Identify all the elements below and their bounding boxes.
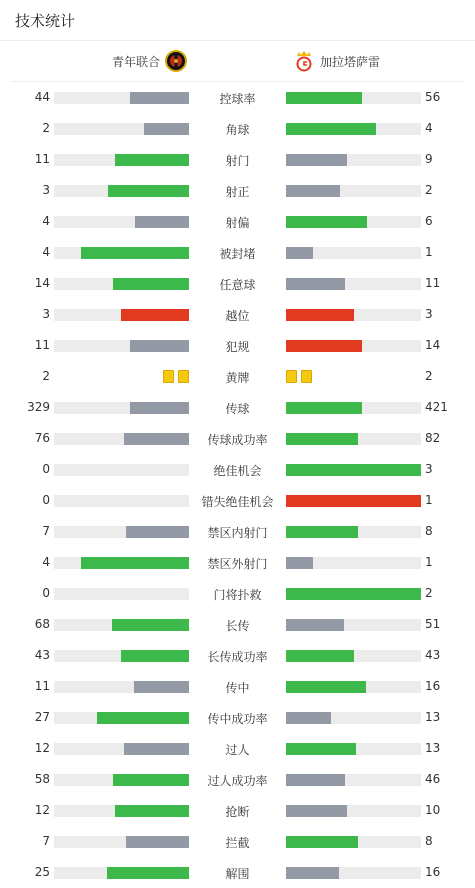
away-stat-bar-track <box>286 588 421 600</box>
stat-label: 控球率 <box>219 92 256 106</box>
home-stat-bar <box>124 743 189 755</box>
away-stat-bar-track <box>286 774 421 786</box>
home-stat-value: 12 <box>34 803 50 817</box>
home-stat-bar <box>113 278 189 290</box>
away-stat-value: 14 <box>425 338 441 352</box>
away-stat-bar-track <box>286 836 421 848</box>
away-stat-bar-track <box>286 557 421 569</box>
home-stat-value: 44 <box>34 90 50 104</box>
stat-row <box>0 485 475 516</box>
away-stat-value: 2 <box>425 369 433 383</box>
home-stat-bar <box>124 433 189 445</box>
away-stat-bar <box>286 681 366 693</box>
home-stat-bar-track <box>54 650 189 662</box>
away-stat-bar <box>286 123 376 135</box>
home-stat-bar-track <box>54 216 189 228</box>
away-stat-bar <box>286 402 362 414</box>
home-stat-value: 76 <box>34 431 50 445</box>
away-stat-bar <box>286 464 421 476</box>
home-stat-bar <box>130 402 189 414</box>
away-stat-bar-track <box>286 805 421 817</box>
home-stat-bar <box>108 185 189 197</box>
away-stat-bar-track <box>286 433 421 445</box>
home-stat-bar-track <box>54 867 189 879</box>
stat-row <box>0 206 475 237</box>
away-stat-value: 2 <box>425 183 433 197</box>
away-stat-bar-track <box>286 402 421 414</box>
home-stat-bar <box>144 123 189 135</box>
away-stat-bar <box>286 712 331 724</box>
stat-label: 被封堵 <box>219 247 256 261</box>
home-stat-bar <box>126 836 189 848</box>
stat-label: 门将扑救 <box>213 588 262 602</box>
stat-row <box>0 826 475 857</box>
away-stat-bar-track <box>286 464 421 476</box>
stat-row <box>0 609 475 640</box>
away-stat-bar <box>286 247 313 259</box>
stat-label: 拦截 <box>225 836 250 850</box>
yellow-card-icon <box>301 370 312 383</box>
stat-label: 错失绝佳机会 <box>201 495 274 509</box>
away-stat-bar <box>286 495 421 507</box>
away-stat-value: 6 <box>425 214 433 228</box>
home-stat-bar-track <box>54 495 189 507</box>
home-stat-bar-track <box>54 154 189 166</box>
away-stat-bar-track <box>286 247 421 259</box>
stat-row <box>0 175 475 206</box>
stat-row <box>0 361 475 392</box>
stat-row <box>0 795 475 826</box>
home-stat-bar-track <box>54 433 189 445</box>
home-stat-bar-track <box>54 309 189 321</box>
away-stat-bar-track <box>286 495 421 507</box>
away-stat-bar <box>286 867 339 879</box>
home-stat-value: 7 <box>42 834 50 848</box>
away-stat-bar-track <box>286 743 421 755</box>
home-stat-bar <box>97 712 189 724</box>
away-yellow-cards <box>286 370 312 383</box>
away-stat-bar-track <box>286 278 421 290</box>
home-stat-bar-track <box>54 805 189 817</box>
stat-label: 传中成功率 <box>207 712 268 726</box>
away-stat-bar <box>286 340 362 352</box>
away-team[interactable] <box>292 41 380 81</box>
stat-label: 过人 <box>225 743 250 757</box>
home-stat-value: 0 <box>42 493 50 507</box>
home-stat-bar-track <box>54 774 189 786</box>
away-stat-value: 13 <box>425 741 441 755</box>
stat-label: 任意球 <box>219 278 256 292</box>
home-stat-bar <box>130 340 189 352</box>
away-stat-bar-track <box>286 681 421 693</box>
away-stat-value: 1 <box>425 493 433 507</box>
stats-list <box>0 82 475 888</box>
home-stat-bar <box>115 154 189 166</box>
away-team-logo-icon <box>292 49 316 73</box>
home-stat-value: 11 <box>34 152 50 166</box>
section-title <box>0 0 475 41</box>
stat-label: 传球成功率 <box>207 433 268 447</box>
home-team-name: 青年联合 <box>111 54 160 69</box>
away-stat-bar <box>286 650 354 662</box>
away-stat-value: 1 <box>425 245 433 259</box>
home-stat-value: 0 <box>42 462 50 476</box>
home-stat-value: 3 <box>42 183 50 197</box>
away-stat-bar <box>286 154 347 166</box>
away-stat-value: 421 <box>425 400 448 414</box>
stat-row <box>0 671 475 702</box>
stat-row <box>0 857 475 888</box>
away-stat-bar-track <box>286 619 421 631</box>
stat-row <box>0 237 475 268</box>
page-title: 技术统计 <box>15 11 76 30</box>
away-stat-bar <box>286 805 347 817</box>
home-stat-bar <box>121 309 189 321</box>
stat-label: 抢断 <box>225 805 250 819</box>
away-stat-bar <box>286 557 313 569</box>
home-stat-value: 4 <box>42 214 50 228</box>
home-stat-bar-track <box>54 247 189 259</box>
away-stat-value: 16 <box>425 865 441 879</box>
stat-label: 解围 <box>225 867 250 881</box>
stat-label: 传球 <box>225 402 250 416</box>
home-stat-value: 2 <box>42 369 50 383</box>
away-stat-value: 3 <box>425 462 433 476</box>
stat-label: 长传 <box>225 619 250 633</box>
stat-row <box>0 144 475 175</box>
away-stat-bar-track <box>286 216 421 228</box>
stat-label: 犯规 <box>225 340 250 354</box>
stat-row <box>0 82 475 113</box>
home-stat-value: 3 <box>42 307 50 321</box>
home-stat-value: 2 <box>42 121 50 135</box>
away-stat-bar <box>286 185 340 197</box>
home-stat-bar-track <box>54 340 189 352</box>
home-stat-bar-track <box>54 712 189 724</box>
stat-row <box>0 640 475 671</box>
stat-row <box>0 547 475 578</box>
home-stat-value: 58 <box>34 772 50 786</box>
away-stat-bar-track <box>286 92 421 104</box>
stat-label: 角球 <box>225 123 250 137</box>
stat-row <box>0 268 475 299</box>
away-stat-bar <box>286 309 354 321</box>
away-stat-value: 13 <box>425 710 441 724</box>
home-stat-bar <box>81 557 189 569</box>
home-stat-value: 11 <box>34 679 50 693</box>
home-stat-bar <box>113 774 189 786</box>
home-stat-bar-track <box>54 464 189 476</box>
home-stat-bar-track <box>54 557 189 569</box>
away-stat-bar-track <box>286 185 421 197</box>
away-stat-value: 1 <box>425 555 433 569</box>
stat-label: 射门 <box>225 154 250 168</box>
away-stat-value: 16 <box>425 679 441 693</box>
away-team-name: 加拉塔萨雷 <box>320 54 381 69</box>
away-stat-bar <box>286 526 358 538</box>
home-stat-bar-track <box>54 92 189 104</box>
away-stat-value: 56 <box>425 90 441 104</box>
away-stat-bar-track <box>286 309 421 321</box>
away-stat-bar-track <box>286 712 421 724</box>
stat-row <box>0 764 475 795</box>
stat-label: 禁区外射门 <box>207 557 268 571</box>
away-stat-value: 43 <box>425 648 441 662</box>
yellow-card-icon <box>286 370 297 383</box>
home-stat-bar-track <box>54 619 189 631</box>
away-stat-bar <box>286 743 356 755</box>
home-stat-value: 27 <box>34 710 50 724</box>
away-stat-bar <box>286 619 344 631</box>
stat-row <box>0 330 475 361</box>
home-stat-value: 14 <box>34 276 50 290</box>
away-stat-value: 3 <box>425 307 433 321</box>
home-stat-bar <box>130 92 189 104</box>
away-stat-bar-track <box>286 154 421 166</box>
away-stat-value: 10 <box>425 803 441 817</box>
home-stat-value: 11 <box>34 338 50 352</box>
home-stat-bar <box>112 619 189 631</box>
home-stat-bar <box>135 216 189 228</box>
home-stat-bar-track <box>54 681 189 693</box>
stat-label: 传中 <box>225 681 250 695</box>
home-stat-value: 12 <box>34 741 50 755</box>
home-stat-bar-track <box>54 743 189 755</box>
yellow-card-icon <box>178 370 189 383</box>
team-header <box>10 41 465 82</box>
stat-label: 越位 <box>225 309 250 323</box>
home-stat-bar-track <box>54 588 189 600</box>
home-stat-bar <box>107 867 189 879</box>
stat-row <box>0 454 475 485</box>
home-stat-bar-track <box>54 185 189 197</box>
home-stat-bar-track <box>54 836 189 848</box>
home-stat-value: 4 <box>42 245 50 259</box>
home-stat-bar <box>81 247 189 259</box>
home-stat-bar <box>115 805 189 817</box>
away-stat-bar <box>286 278 345 290</box>
home-stat-value: 329 <box>27 400 50 414</box>
stat-row <box>0 392 475 423</box>
away-stat-bar <box>286 433 358 445</box>
away-stat-bar-track <box>286 340 421 352</box>
home-stat-value: 4 <box>42 555 50 569</box>
stat-label: 禁区内射门 <box>207 526 268 540</box>
away-stat-value: 2 <box>425 586 433 600</box>
stat-label: 过人成功率 <box>207 774 268 788</box>
stat-row <box>0 516 475 547</box>
home-stat-bar <box>134 681 189 693</box>
away-stat-value: 4 <box>425 121 433 135</box>
away-stat-value: 11 <box>425 276 441 290</box>
yellow-card-icon <box>163 370 174 383</box>
home-stat-value: 0 <box>42 586 50 600</box>
stat-label: 绝佳机会 <box>213 464 262 478</box>
away-stat-bar <box>286 216 367 228</box>
away-stat-bar <box>286 774 345 786</box>
away-stat-value: 51 <box>425 617 441 631</box>
stat-row <box>0 733 475 764</box>
home-team[interactable] <box>112 41 188 81</box>
stat-label: 射正 <box>225 185 250 199</box>
away-stat-bar-track <box>286 650 421 662</box>
home-stat-bar-track <box>54 278 189 290</box>
away-stat-bar <box>286 92 362 104</box>
away-stat-value: 82 <box>425 431 441 445</box>
away-stat-value: 46 <box>425 772 441 786</box>
stat-row <box>0 423 475 454</box>
away-stat-bar <box>286 588 421 600</box>
away-stat-value: 9 <box>425 152 433 166</box>
home-stat-bar <box>121 650 189 662</box>
stat-row <box>0 113 475 144</box>
away-stat-bar <box>286 836 358 848</box>
home-stat-bar <box>126 526 189 538</box>
stat-label: 射偏 <box>225 216 250 230</box>
stat-row <box>0 702 475 733</box>
home-stat-value: 7 <box>42 524 50 538</box>
stat-row <box>0 578 475 609</box>
stat-label: 黄牌 <box>225 371 250 385</box>
home-stat-bar-track <box>54 123 189 135</box>
home-stat-value: 43 <box>34 648 50 662</box>
home-stat-bar-track <box>54 526 189 538</box>
away-stat-bar-track <box>286 123 421 135</box>
away-stat-bar-track <box>286 526 421 538</box>
stat-label: 长传成功率 <box>207 650 268 664</box>
home-yellow-cards <box>163 370 189 383</box>
home-team-logo-icon <box>164 49 188 73</box>
home-stat-value: 68 <box>34 617 50 631</box>
away-stat-bar-track <box>286 867 421 879</box>
away-stat-value: 8 <box>425 834 433 848</box>
home-stat-value: 25 <box>34 865 50 879</box>
home-stat-bar-track <box>54 402 189 414</box>
away-stat-value: 8 <box>425 524 433 538</box>
stat-row <box>0 299 475 330</box>
